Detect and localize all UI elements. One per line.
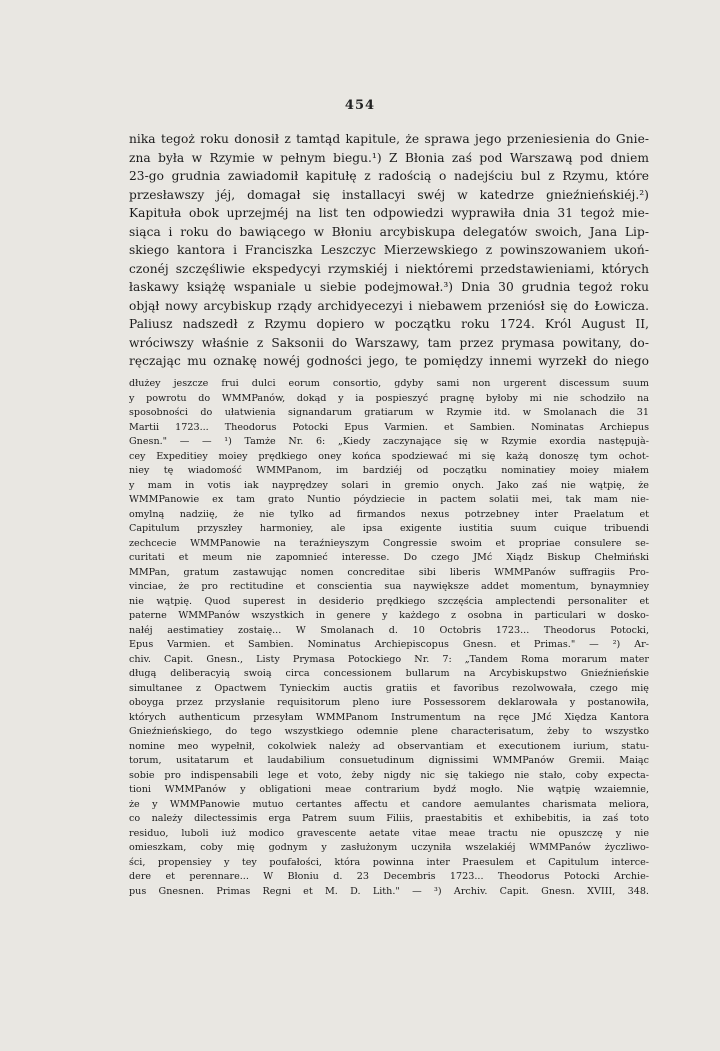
footnote-line: nomine meo wypełnił, cokolwiek należy ad observantiam et executionem iurium, statu-: [129, 740, 649, 752]
body-text-line: przesławszy jéj, domagał się installacyi swéj w katedrze gnieźnieńskiéj.²): [129, 187, 649, 202]
footnotes-block: [129, 377, 649, 899]
body-text-line: Paliusz nadszedł z Rzymu dopiero w początku roku 1724. Król August II,: [129, 317, 649, 331]
footnote-line: długą deliberacyią swoią circa concessionem bullarum na Arcybiskupstwo Gnieźnieńskie: [129, 668, 649, 679]
footnote-line: torum, usitatarum et laudabilium consuetudinum dignissimi WMMPanów Gremii. Maiąc: [129, 755, 649, 766]
footnote-line: Epus Varmien. et Sambien. Nominatus Archiepiscopus Gnesn. et Primas." — ²) Ar-: [129, 639, 649, 650]
footnote-line: niey tę wiadomość WMMPanom, im bardziéj od początku nominatiey moiey miałem: [129, 465, 649, 476]
footnote-line: curitati et meum nie zapomnieć interesse. Do czego JMć Xiądz Biskup Chełmiński: [129, 552, 649, 563]
body-text-line: Kapituła obok uprzejméj na list ten odpowiedzi wyprawiła dnia 31 tegoż mie-: [129, 206, 649, 220]
footnote-line: Gnesn." — — ¹) Tamże Nr. 6: „Kiedy zaczynające się w Rzymie exordia następujà-: [129, 436, 649, 447]
body-text-line: siąca i roku do bawiącego w Błoniu arcybiskupa delegatów swoich, Jana Lip-: [129, 224, 649, 239]
footnote-line: chiv. Capit. Gnesn., Listy Prymasa Potockiego Nr. 7: „Tandem Roma morarum mater: [129, 653, 649, 665]
footnote-line: dłużey jeszcze frui dulci eorum consortio, gdyby sami non urgerent discessum suum: [129, 378, 649, 389]
footnote-line: MMPan, gratum zastawując nomen concreditae sibi liberis WMMPanów suffragiis Pro-: [129, 566, 649, 578]
footnote-line: co należy dilectessimis erga Patrem suum Filiis, praestabitis et exhibebitis, ia zaś toto: [129, 813, 649, 824]
main-body-text: [129, 130, 649, 371]
footnote-line: vinciae, że pro rectitudine et conscientia sua naywiększe addet momentum, bynaymniey: [129, 581, 649, 592]
footnote-line: y mam in votis iak nayprędzey solari in gremio onych. Jako zaś nie wątpię, że: [129, 479, 649, 491]
footnote-line: omieszkam, coby mię godnym y zasłużonym uczyniła wszelakiéj WMMPanów życzliwo-: [129, 842, 649, 853]
body-text-line: zna była w Rzymie w pełnym biegu.¹) Z Błonia zaś pod Warszawą pod dniem: [129, 150, 649, 165]
footnote-line: oboyga przez przysłanie requisitorum pleno iure Possessorem deklarowała y postanowiła,: [129, 697, 649, 708]
footnote-line: tioni WMMPanów y obligationi meae contrarium bydź mogło. Nie wątpię wzaiemnie,: [129, 784, 649, 795]
footnote-line: y powrotu do WMMPanów, dokąd y ia pospieszyć pragnę byłoby mi nie schodziło na: [129, 392, 649, 404]
body-text-line: objął nowy arcybiskup rządy archidyecezyi i niebawem przeniósł się do Łowicza.: [129, 298, 649, 313]
footnote-line: WMMPanowie ex tam grato Nuntio póydziecie in pactem solatii mei, tak mam nie-: [129, 494, 649, 505]
body-text-line: ręczając mu oznakę nowéj godności jego, te pomiędzy innemi wyrzekł do niego: [129, 354, 649, 368]
body-text-line: 23-go grudnia zawiadomił kapitułę z radością o nadejściu bul z Rzymu, które: [129, 169, 649, 183]
footnote-line: dere et perennare... W Błoniu d. 23 Decembris 1723... Theodorus Potocki Archie-: [129, 871, 649, 882]
footnote-line: sobie pro indispensabili lege et voto, żeby nigdy nic się takiego nie stało, coby expecta-: [129, 769, 649, 781]
footnote-line: Martii 1723... Theodorus Potocki Epus Varmien. et Sambien. Nominatas Archiepus: [129, 421, 649, 433]
footnote-line: nałéj aestimatiey zostaię... W Smolanach d. 10 Octobris 1723... Theodorus Potocki,: [129, 624, 649, 636]
footnote-line: ści, propensiey y tey poufałości, która powinna inter Praesulem et Capitulum interce-: [129, 856, 649, 868]
footnote-line: nie wątpię. Quod superest in desiderio prędkiego szczęścia amplectendi personaliter et: [129, 595, 649, 607]
body-text-line: skiego kantora i Franciszka Leszczyc Mierzewskiego z powinszowaniem ukoń-: [129, 243, 649, 257]
body-text-line: wróciwszy właśnie z Saksonii do Warszawy, tam przez prymasa powitany, do-: [129, 335, 649, 350]
footnote-line: że y WMMPanowie mutuo certantes affectu et candore aemulantes charismata meliora,: [129, 798, 649, 810]
footnote-line: zechcecie WMMPanowie na teraźnieyszym Congressie swoim et propriae consulere se-: [129, 537, 649, 549]
body-text-line: łaskawy książę wspaniale u siebie podejmował.³) Dnia 30 grudnia tegoż roku: [129, 280, 649, 294]
footnote-line: sposobności do ułatwienia signandarum gratiarum w Rzymie itd. w Smolanach die 31: [129, 407, 649, 418]
page-number: 454: [344, 98, 376, 113]
footnote-line: Gnieźnieńskiego, do tego wszystkiego odemnie plene characterisatum, żeby to wszystko: [129, 726, 649, 737]
footnote-line: Capitulum przyszłey harmoniey, ale ipsa exigente iustitia suum cuique tribuendi: [129, 523, 649, 534]
footnote-line: omylną nadziię, że nie tylko ad firmandos nexus potrzebney inter Praelatum et: [129, 508, 649, 520]
body-text-line: czonéj szczęśliwie ekspedycyi rzymskiéj i niektóremi przedstawieniami, których: [129, 261, 649, 276]
footnote-line: paterne WMMPanów wszystkich in genere y każdego z osobna in particulari w dosko-: [129, 610, 649, 621]
body-text-line: nika tegoż roku donosił z tamtąd kapitule, że sprawa jego przeniesienia do Gnie-: [129, 132, 649, 146]
footnote-line: pus Gnesnen. Primas Regni et M. D. Lith." — ³) Archiv. Capit. Gnesn. XVIII, 348.: [129, 885, 649, 897]
footnote-line: residuo, luboli iuż modico gravescente aetate vitae meae tractu nie opuszczę y nie: [129, 827, 649, 839]
footnote-line: cey Expeditiey moiey prędkiego oney końca spodziewać mi się każą donoszę tym ochot-: [129, 450, 649, 462]
footnote-line: których authenticum przesyłam WMMPanom Instrumentum na ręce JMć Xiędza Kantora: [129, 711, 649, 723]
footnote-line: simultanee z Opactwem Tynieckim auctis gratiis et favoribus rezolwowała, czego mię: [129, 682, 649, 694]
